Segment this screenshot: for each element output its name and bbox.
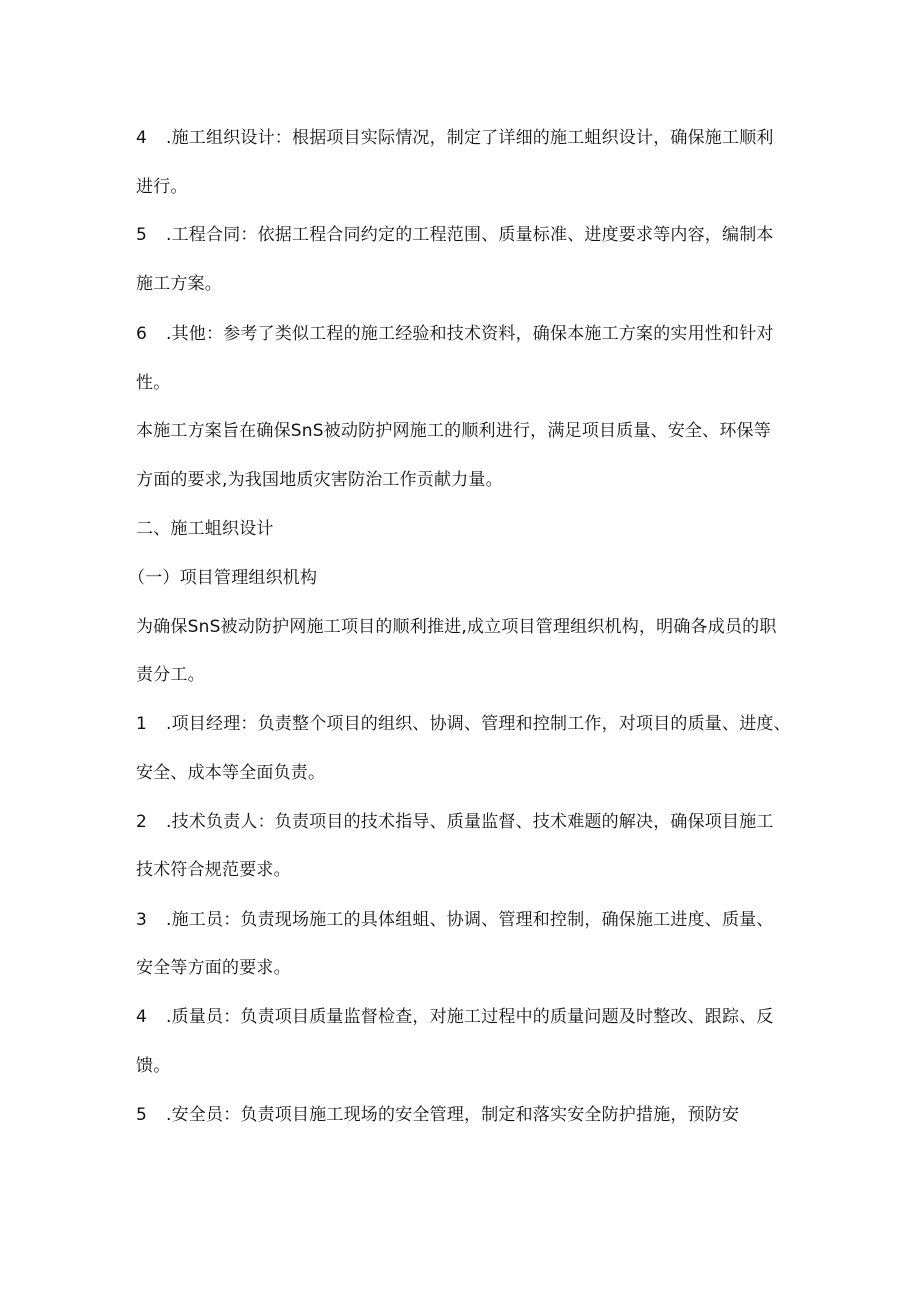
paragraph-line: 责分工。: [136, 665, 205, 685]
list-item-continuation: 技术符合规范要求。: [136, 860, 291, 880]
paragraph-line: 本施工方案旨在确保SnS被动防护网施工的顺利进行，满足项目质量、安全、环保等: [136, 421, 771, 441]
list-item-text: .安全员：负责项目施工现场的安全管理，制定和落实安全防护措施，预防安: [166, 1105, 740, 1125]
list-item-first-line: [136, 712, 791, 736]
list-item-number: 6: [136, 324, 148, 344]
list-item-continuation: 安全、成本等全面负责。: [136, 763, 326, 783]
paragraph-line: 方面的要求,为我国地质灾害防治工作贡献力量。: [136, 470, 503, 490]
list-item-continuation: 安全等方面的要求。: [136, 958, 291, 978]
list-item-text: .其他：参考了类似工程的施工经验和技术资料，确保本施工方案的实用性和针对: [166, 324, 774, 344]
list-item-first-line: [136, 908, 774, 932]
list-item-continuation: 馈。: [136, 1056, 171, 1076]
list-item-number: 3: [136, 910, 148, 930]
paragraph-line: 为确保SnS被动防护网施工项目的顺利推进,成立项目管理组织机构，明确各成员的职: [136, 617, 777, 637]
list-item-continuation: 进行。: [136, 177, 188, 197]
list-item-number: 5: [136, 1105, 148, 1125]
list-item-text: .质量员：负责项目质量监督检查，对施工过程中的质量问题及时整改、跟踪、反: [166, 1007, 774, 1027]
list-item-first-line: [136, 322, 774, 346]
list-item-number: 1: [136, 714, 148, 734]
section-heading: 二、施工蛆织设计: [136, 519, 274, 539]
list-item-continuation: 施工方案。: [136, 274, 222, 294]
list-item-first-line: [136, 810, 774, 834]
list-item-text: .工程合同：依据工程合同约定的工程范围、质量标准、进度要求等内容，编制本: [166, 225, 774, 245]
list-item-text: .技术负责人：负责项目的技术指导、质量监督、技术难题的解决，确保项目施工: [166, 812, 774, 832]
list-item-number: 4: [136, 128, 148, 148]
list-item-first-line: [136, 1005, 774, 1029]
list-item-text: .项目经理：负责整个项目的组织、协调、管理和控制工作，对项目的质量、进度、: [166, 714, 791, 734]
list-item-first-line: [136, 126, 774, 150]
subsection-heading: （一）项目管理组织机构: [128, 568, 318, 588]
list-item-number: 5: [136, 225, 148, 245]
list-item-first-line: [136, 1103, 739, 1127]
list-item-number: 2: [136, 812, 148, 832]
list-item-number: 4: [136, 1007, 148, 1027]
list-item-text: .施工组织设计：根据项目实际情况，制定了详细的施工蛆织设计，确保施工顺利: [166, 128, 774, 148]
list-item-text: .施工员：负责现场施工的具体组蛆、协调、管理和控制，确保施工进度、质量、: [166, 910, 774, 930]
list-item-continuation: 性。: [136, 373, 171, 393]
list-item-first-line: [136, 223, 774, 247]
